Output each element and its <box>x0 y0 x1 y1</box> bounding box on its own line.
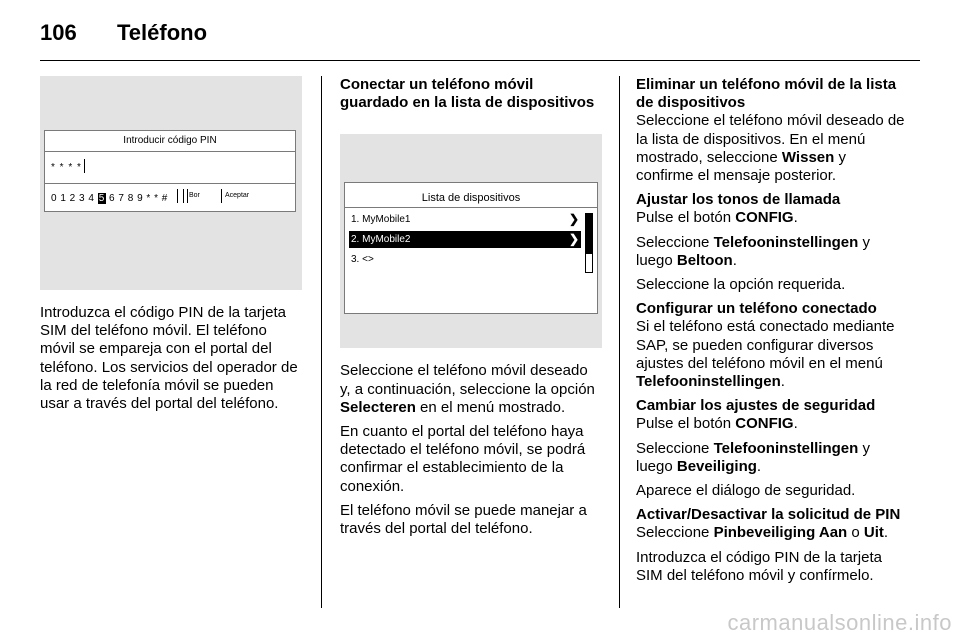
section-heading: Configurar un teléfono conectado <box>636 300 877 318</box>
column-2 <box>340 76 602 544</box>
list-item <box>349 211 581 228</box>
body-paragraph: Introduzca el código PIN de la tarjeta SIM del teléfono móvil. El teléfono móvil se empareja con el portal del teléfono. Los servicios del operador de la red de telefonía móvil se pueden usar a través del portal del teléfono. <box>40 304 298 413</box>
text-run: . <box>780 373 785 391</box>
body-paragraph <box>340 362 602 417</box>
body-paragraph: El teléfono móvil se puede manejar a través del portal del teléfono. <box>340 501 587 538</box>
section-heading: Conectar un teléfono móvil guardado en la lista de dispositivos <box>340 76 595 112</box>
text-run: Pulse el botón <box>636 209 736 227</box>
menu-term: Telefooninstellingen <box>713 439 859 457</box>
screen-separator <box>45 183 295 184</box>
menu-term: Pinbeveiliging Aan <box>713 524 848 542</box>
text-run: Seleccione <box>636 233 714 251</box>
chevron-right-icon: ❯ <box>568 232 579 247</box>
menu-term: Beltoon <box>676 251 733 269</box>
list-item-selected <box>349 231 581 248</box>
column-divider <box>619 76 620 608</box>
text-run: en el menú mostrado. <box>415 398 566 416</box>
text-run: . <box>732 251 737 269</box>
key-divider <box>177 189 178 203</box>
key-bor: Bor <box>189 192 200 199</box>
column-3 <box>636 76 906 591</box>
text-run: . <box>793 209 798 227</box>
key-aceptar: Aceptar <box>225 192 250 199</box>
header-divider <box>40 60 920 61</box>
text-run: Seleccione el teléfono móvil deseado y, a continuación, seleccione la opción <box>340 362 595 398</box>
menu-term: CONFIG <box>735 209 794 227</box>
menu-term: Telefooninstellingen <box>713 233 859 251</box>
body-paragraph <box>636 234 906 270</box>
text-run: Seleccione <box>636 439 714 457</box>
text-cursor <box>84 159 85 173</box>
body-paragraph <box>636 318 906 391</box>
text-run: Seleccione <box>636 524 714 542</box>
column-divider <box>321 76 322 608</box>
keypad-keys: 6 7 8 9 * * # <box>105 193 168 204</box>
column-1 <box>40 76 302 419</box>
body-paragraph: Seleccione la opción requerida. <box>636 276 846 294</box>
pin-screen-title: Introducir código PIN <box>123 135 217 146</box>
pin-entry-value: * * * * <box>51 162 82 173</box>
text-run: y luego <box>636 233 870 269</box>
body-paragraph <box>636 415 906 433</box>
menu-term: Beveiliging <box>676 457 757 475</box>
keypad-key-selected: 5 <box>98 193 105 204</box>
section-heading: Activar/Desactivar la solicitud de PIN <box>636 506 901 524</box>
page-title: Teléfono <box>117 20 208 45</box>
section-heading: Ajustar los tonos de llamada <box>636 191 841 209</box>
body-paragraph <box>636 440 906 476</box>
keypad-keys: 0 1 2 3 4 <box>51 193 98 204</box>
pin-entry-figure <box>40 76 302 290</box>
pin-entry-field <box>51 159 85 174</box>
text-run: y confirme el mensaje posterior. <box>636 148 846 185</box>
pin-keypad <box>51 193 168 205</box>
body-paragraph: Aparece el diálogo de seguridad. <box>636 482 856 500</box>
section-heading: Eliminar un teléfono móvil de la lista de dispositivos <box>636 76 897 112</box>
device-list-screen <box>344 182 598 314</box>
body-paragraph: Introduzca el código PIN de la tarjeta SIM del teléfono móvil y confírmelo. <box>636 548 882 584</box>
body-paragraph: En cuanto el portal del teléfono haya detectado el teléfono móvil, se podrá confirmar el establecimiento de la conexión. <box>340 423 586 495</box>
menu-term: Selecteren <box>340 398 416 416</box>
key-divider <box>221 189 222 203</box>
text-run: y luego <box>636 439 870 475</box>
page-number: 106 <box>40 20 77 45</box>
list-item-label: 3. <> <box>351 254 374 266</box>
device-list-title: Lista de dispositivos <box>421 192 521 205</box>
text-run: Si el teléfono está conectado mediante SAP, se pueden configurar diversos ajustes del teléfono móvil en el menú <box>636 318 895 372</box>
body-paragraph <box>636 524 906 542</box>
list-item-label: 1. MyMobile1 <box>351 214 411 226</box>
menu-term: Telefooninstellingen <box>636 373 781 391</box>
text-run: . <box>793 415 798 433</box>
text-run: Seleccione el teléfono móvil deseado de la lista de dispositivos. En el menú mostrado, seleccione <box>636 112 905 166</box>
body-paragraph <box>636 112 906 185</box>
screen-separator <box>345 207 597 208</box>
key-divider <box>187 189 188 203</box>
scrollbar-thumb <box>586 214 592 254</box>
menu-term: CONFIG <box>735 415 794 433</box>
menu-term: Wissen <box>781 148 835 166</box>
screen-separator <box>45 151 295 152</box>
section-heading: Cambiar los ajustes de seguridad <box>636 397 876 415</box>
list-item-label: 2. MyMobile2 <box>351 234 411 246</box>
scrollbar <box>585 213 593 273</box>
device-list-figure <box>340 134 602 348</box>
list-item <box>349 251 581 268</box>
key-divider <box>183 189 184 203</box>
text-run: Pulse el botón <box>636 415 736 433</box>
text-run: . <box>883 524 889 542</box>
text-run: . <box>756 457 762 475</box>
pin-screen <box>44 130 296 212</box>
page-header <box>40 14 920 58</box>
body-paragraph <box>636 209 906 227</box>
menu-term: Uit <box>863 524 884 542</box>
watermark: carmanualsonline.info <box>727 610 952 635</box>
chevron-right-icon: ❯ <box>568 212 579 227</box>
text-run: o <box>847 524 864 542</box>
